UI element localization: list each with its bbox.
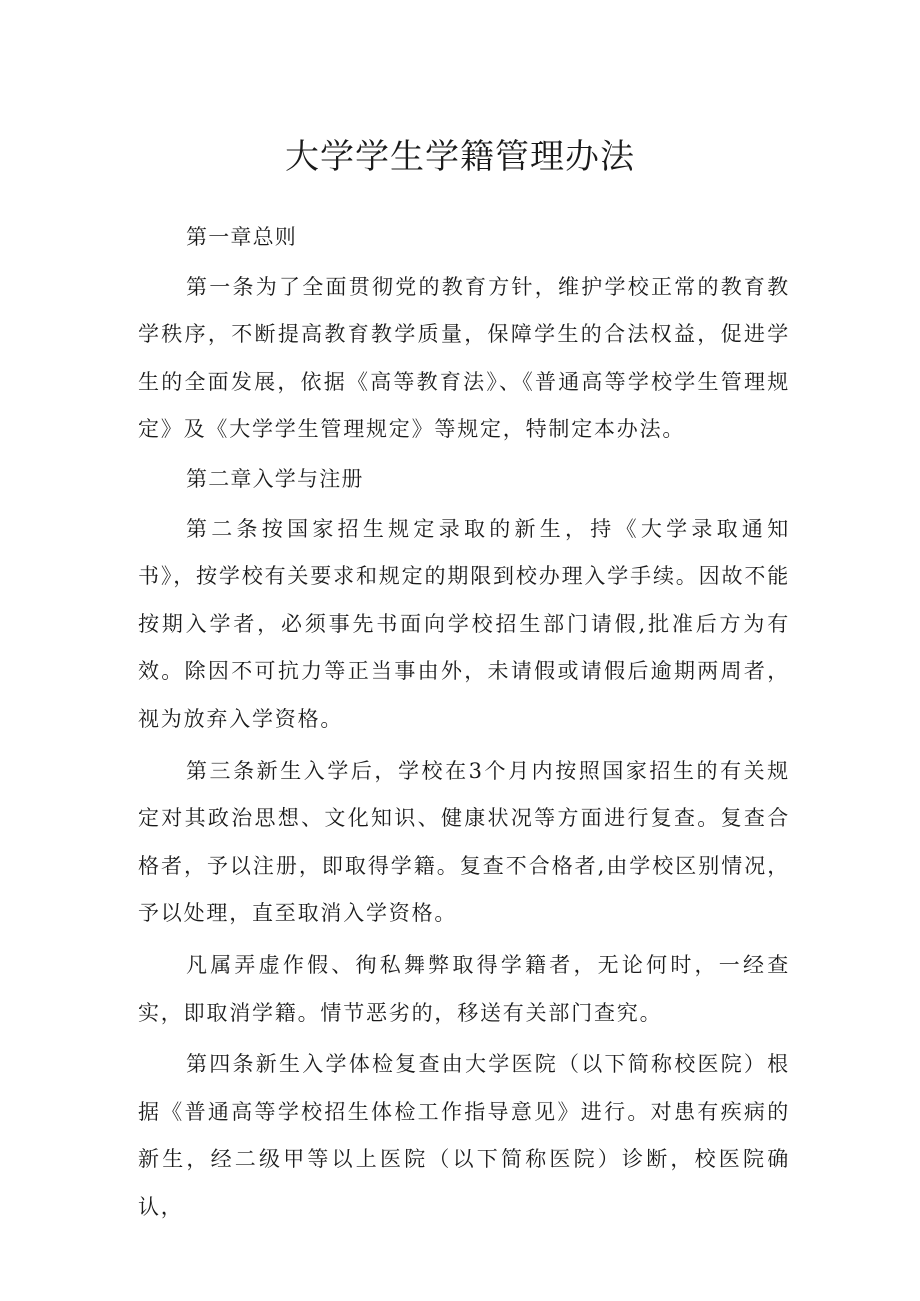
document-title: 大学学生学籍管理办法 [285,137,635,177]
chapter-heading-general-provisions: 第一章总则 [186,225,297,249]
chapter-heading-enrollment-registration: 第二章入学与注册 [186,466,364,491]
article-2-paragraph: 第二条按国家招生规定录取的新生，持《大学录取通知书》，按学校有关要求和规定的期限到校办理入学手续。因故不能按期入学者，必须事先书面向学校招生部门请假,批准后方为有效。除因不可抗力等正当事由外，未请假或请假后逾期两周者，视为放弃入学资格。 [138,516,790,731]
document-body [138,214,790,1231]
article-1-paragraph: 第一条为了全面贯彻党的教育方针，维护学校正常的教育教学秩序，不断提高教育教学质量，保障学生的合法权益，促进学生的全面发展，依据《高等教育法》、《普通高等学校学生管理规定》及《大学学生管理规定》等规定，特制定本办法。 [138,274,790,442]
article-4-paragraph: 第四条新生入学体检复查由大学医院（以下简称校医院）根据《普通高等学校招生体检工作指导意见》进行。对患有疾病的新生，经二级甲等以上医院（以下简称医院）诊断，校医院确认， [138,1052,790,1219]
article-3-paragraph: 第三条新生入学后，学校在3个月内按照国家招生的有关规定对其政治思想、文化知识、健康状况等方面进行复查。复查合格者，予以注册，即取得学籍。复查不合格者,由学校区别情况，予以处理，直至取消入学资格。 [138,758,790,926]
article-3-supplement-paragraph: 凡属弄虚作假、徇私舞弊取得学籍者，无论何时，一经查实，即取消学籍。情节恶劣的，移送有关部门查究。 [138,952,790,1025]
